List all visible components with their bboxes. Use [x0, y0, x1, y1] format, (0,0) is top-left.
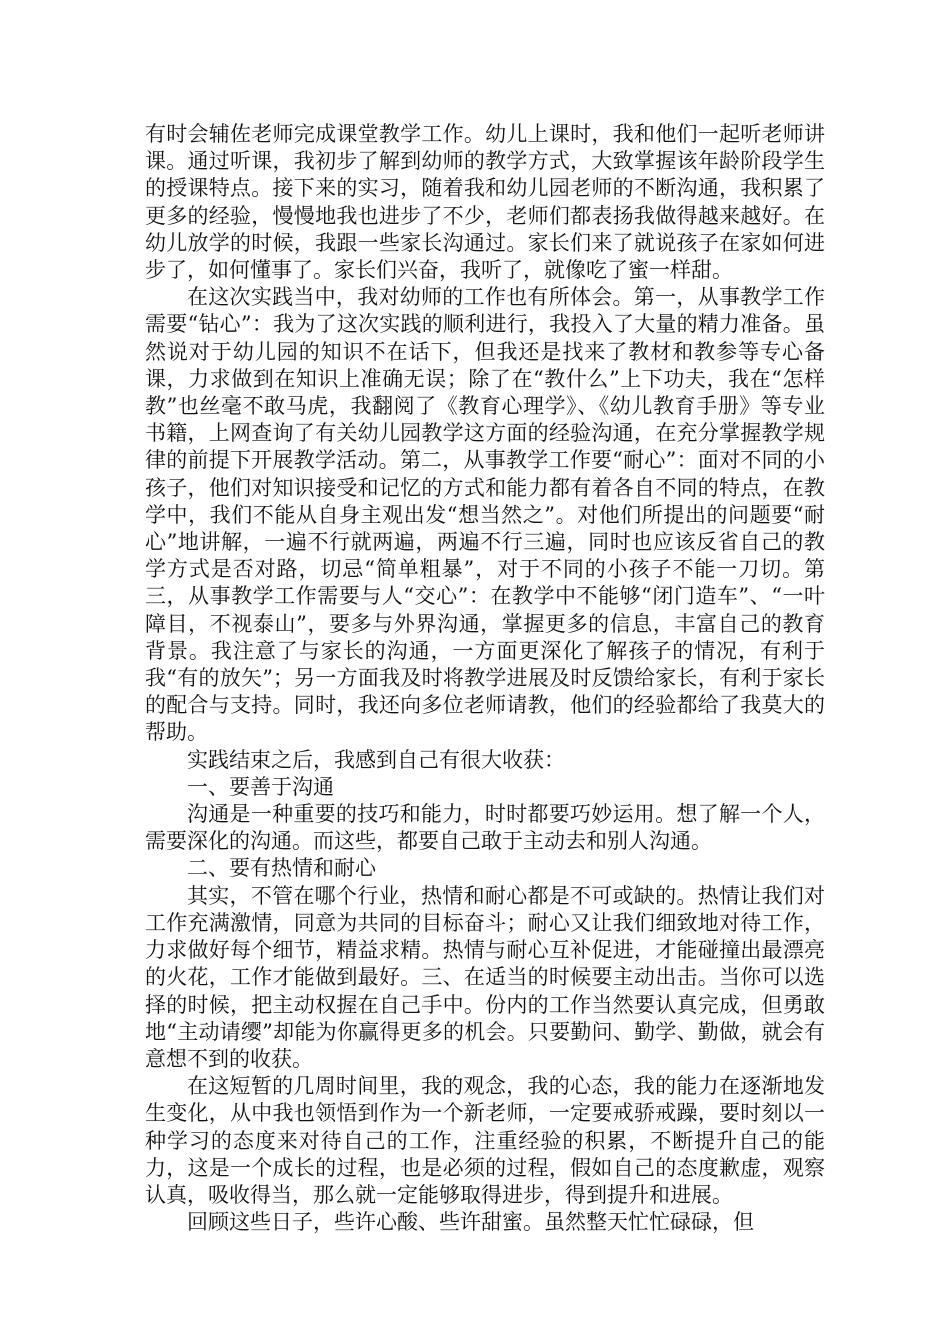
paragraph-review: 回顾这些日子，些许心酸、些许甜蜜。虽然整天忙忙碌碌，但	[187, 1210, 754, 1235]
paragraph-reflection: 在这短暂的几周时间里，我的观念，我的心态，我的能力在逐渐地发生变化，从中我也领悟到作为一个新老师，一定要戒骄戒躁，要时刻以一种学习的态度来对待自己的工作，注重经验的积累，不断提升自己的能力，这是一个成长的过程，也是必须的过程，假如自己的态度歉虚，观察认真，吸收得当，那么就一定能够取得进步，得到提升和进展。	[145, 1074, 825, 1207]
heading-enthusiasm: 二、要有热情和耐心	[187, 856, 376, 881]
paragraph-communication: 沟通是一种重要的技巧和能力，时时都要巧妙运用。想了解一个人，需要深化的沟通。而这些，都要自己敢于主动去和别人沟通。	[145, 802, 825, 854]
paragraph-1: 有时会辅佐老师完成课堂教学工作。幼儿上课时，我和他们一起听老师讲课。通过听课，我初步了解到幼师的教学方式，大致掌握该年龄阶段学生的授课特点。接下来的实习，随着我和幼儿园老师的不断沟通，我积累了更多的经验，慢慢地我也进步了不少，老师们都表扬我做得越来越好。在幼儿放学的时候，我跟一些家长沟通过。家长们来了就说孩子在家如何进步了，如何懂事了。家长们兴奋，我听了，就像吃了蜜一样甜。	[145, 122, 825, 283]
paragraph-2: 在这次实践当中，我对幼师的工作也有所体会。第一，从事教学工作需要“钻心”：我为了这次实践的顺利进行，我投入了大量的精力准备。虽然说对于幼儿园的知识不在话下，但我还是找来了教材和教参等专心备课，力求做到在知识上准确无误；除了在“教什么”上下功夫，我在“怎样教”也丝毫不敢马虎，我翻阅了《教育心理学》、《幼儿教育手册》等专业书籍，上网查询了有关幼儿园教学这方面的经验沟通，在充分掌握教学规律的前提下开展教学活动。第二，从事教学工作要“耐心”：面对不同的小孩子，他们对知识接受和记忆的方式和能力都有着各自不同的特点，在教学中，我们不能从自身主观出发“想当然之”。对他们所提出的问题要“耐心”地讲解，一遍不行就两遍，两遍不行三遍，同时也应该反省自己的教学方式是否对路，切忌“简单粗暴”，对于不同的小孩子不能一刀切。第三，从事教学工作需要与人“交心”：在教学中不能够“闭门造车”、“一叶障目，不视泰山”，要多与外界沟通，掌握更多的信息，丰富自己的教育背景。我注意了与家长的沟通，一方面更深化了解孩子的情况，有利于我“有的放矢”；另一方面我及时将教学进展及时反馈给家长，有利于家长的配合与支持。同时，我还向多位老师请教，他们的经验都给了我莫大的帮助。	[145, 285, 825, 745]
heading-communication: 一、要善于沟通	[187, 774, 334, 799]
document-page	[145, 121, 825, 1236]
paragraph-3: 实践结束之后，我感到自己有很大收获：	[187, 747, 565, 772]
paragraph-enthusiasm: 其实，不管在哪个行业，热情和耐心都是不可或缺的。热情让我们对工作充满激情，同意为共同的目标奋斗；耐心又让我们细致地对待工作，力求做好每个细节，精益求精。热情与耐心互补促进，才能碰撞出最漂亮的火花，工作才能做到最好。三、在适当的时候要主动出击。当你可以选择的时候，把主动权握在自己手中。份内的工作当然要认真完成，但勇敢地“主动请缨”却能为你赢得更多的机会。只要勤问、勤学、勤做，就会有意想不到的收获。	[145, 883, 825, 1071]
